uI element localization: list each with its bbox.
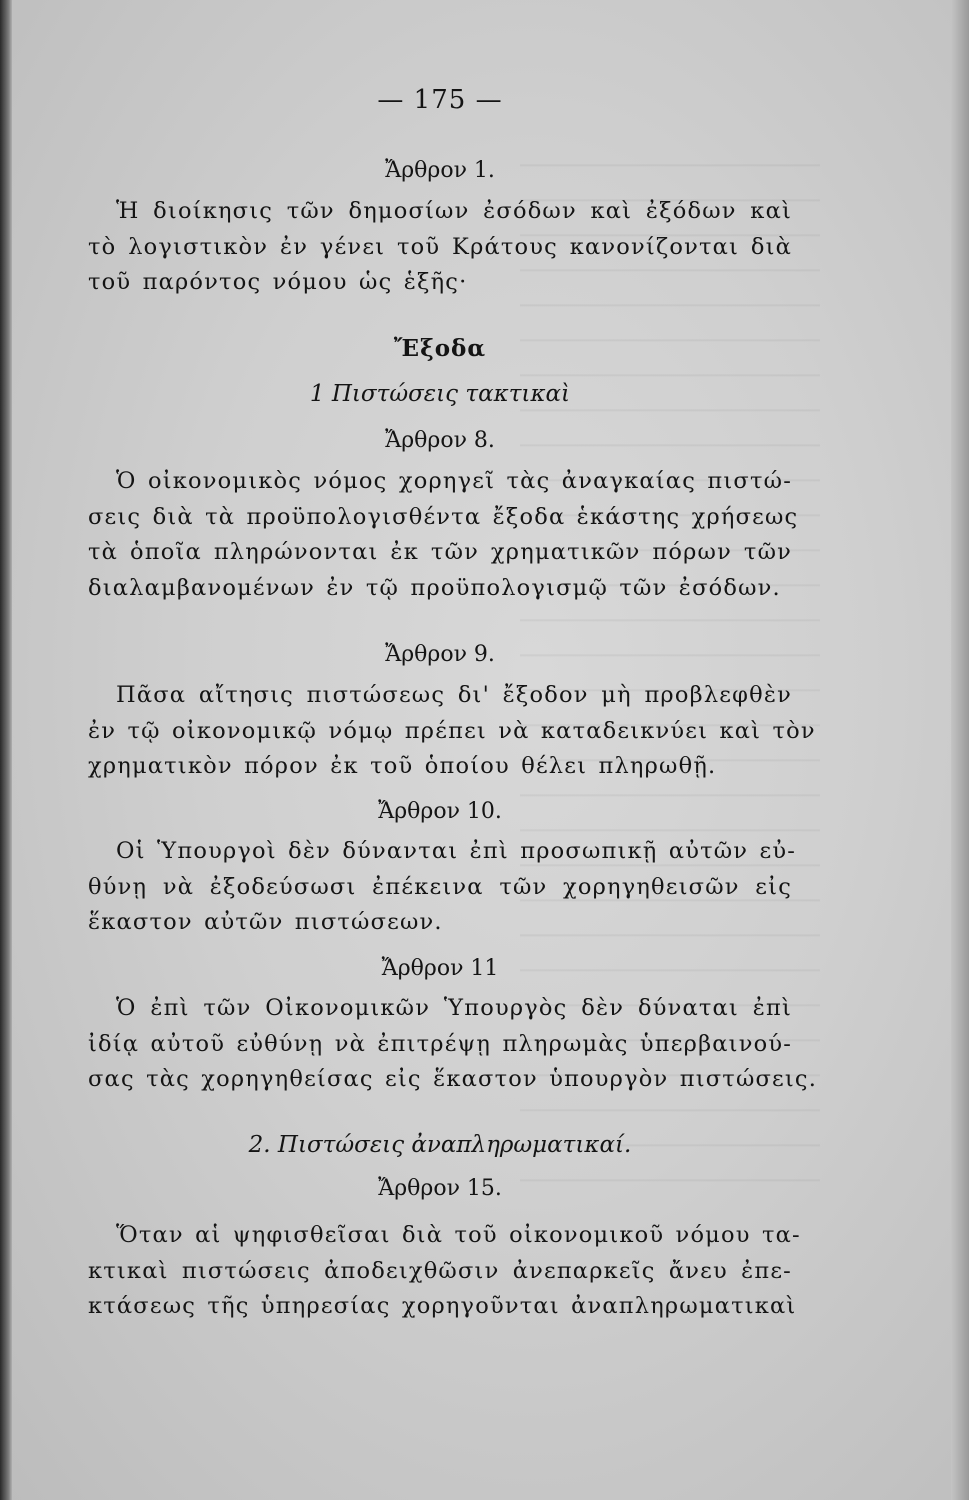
text-line: κτικαὶ πιστώσεις ἀποδειχθῶσιν ἀνεπαρκεῖς ἄνευ ἐπε- [88,1257,792,1284]
article-8-heading: Ἄρθρον 8. [385,428,495,453]
text-line: Πᾶσα αἴτησις πιστώσεως δι' ἔξοδον μὴ προβλεφθὲν [116,682,792,708]
text-line: τὰ ὁποῖα πληρώνονται ἐκ τῶν χρηματικῶν πόρων τῶν [88,539,792,565]
text-line: Ὁ ἐπὶ τῶν Οἰκονομικῶν Ὑπουργὸς δὲν δύναται ἐπὶ [116,995,792,1021]
text-line: τοῦ παρόντος νόμου ὡς ἑξῆς· [88,269,468,295]
text-line: Ὁ οἰκονομικὸς νόμος χορηγεῖ τὰς ἀναγκαίας πιστώ- [116,468,792,494]
article-10-text [88,834,797,941]
subsection-title-1: 1 Πιστώσεις τακτικαὶ [309,381,571,407]
section-title: Ἔξοδα [393,335,487,362]
text-line: Ὅταν αἱ ψηφισθεῖσαι διὰ τοῦ οἰκονομικοῦ νόμου τα- [116,1222,801,1248]
article-9-heading: Ἄρθρον 9. [385,642,495,667]
text-line: σας τὰς χορηγηθείσας εἰς ἕκαστον ὑπουργὸν πιστώσεις. [88,1066,818,1092]
book-spine-shadow [0,0,12,1500]
text-line: κτάσεως τῆς ὑπηρεσίας χορηγοῦνται ἀναπληρωματικαὶ [88,1293,797,1319]
article-15-text [88,1218,801,1325]
article-1-text [88,194,792,301]
text-line: Ἡ διοίκησις τῶν δημοσίων ἐσόδων καὶ ἐξόδων καὶ [116,198,792,224]
text-line: τὸ λογιστικὸν ἐν γένει τοῦ Κράτους κανονίζονται διὰ [88,233,792,260]
article-9-text [88,678,816,785]
article-1-heading: Ἄρθρον 1. [385,158,495,183]
article-15-heading: Ἄρθρον 15. [378,1176,502,1201]
article-8-text [88,464,799,606]
article-11-text [88,991,818,1098]
text-line: ἐν τῷ οἰκονομικῷ νόμῳ πρέπει νὰ καταδεικνύει καὶ τὸν [88,717,816,744]
text-line: Οἱ Ὑπουργοὶ δὲν δύνανται ἐπὶ προσωπικῇ αὐτῶν εὐ- [116,838,797,864]
text-line: σεις διὰ τὰ προϋπολογισθέντα ἔξοδα ἑκάστης χρήσεως [88,503,799,530]
article-11-heading: Ἄρθρον 11 [381,956,499,981]
subsection-title-2: 2. Πιστώσεις ἀναπληρωματικαί. [248,1132,632,1158]
text-line: χρηματικὸν πόρον ἐκ τοῦ ὁποίου θέλει πληρωθῇ. [88,753,717,779]
text-line: ἰδίᾳ αὐτοῦ εὐθύνῃ νὰ ἐπιτρέψῃ πληρωμὰς ὑπερβαινού- [88,1030,792,1057]
text-line: ἕκαστον αὐτῶν πιστώσεων. [88,909,443,935]
article-10-heading: Ἄρθρον 10. [378,799,502,824]
text-line: διαλαμβανομένων ἐν τῷ προϋπολογισμῷ τῶν ἐσόδων. [88,574,781,601]
page-edge-shadow [951,0,969,1500]
text-line: θύνῃ νὰ ἐξοδεύσωσι ἐπέκεινα τῶν χορηγηθεισῶν εἰς [88,873,792,900]
page-number: — 175 — [377,85,503,115]
